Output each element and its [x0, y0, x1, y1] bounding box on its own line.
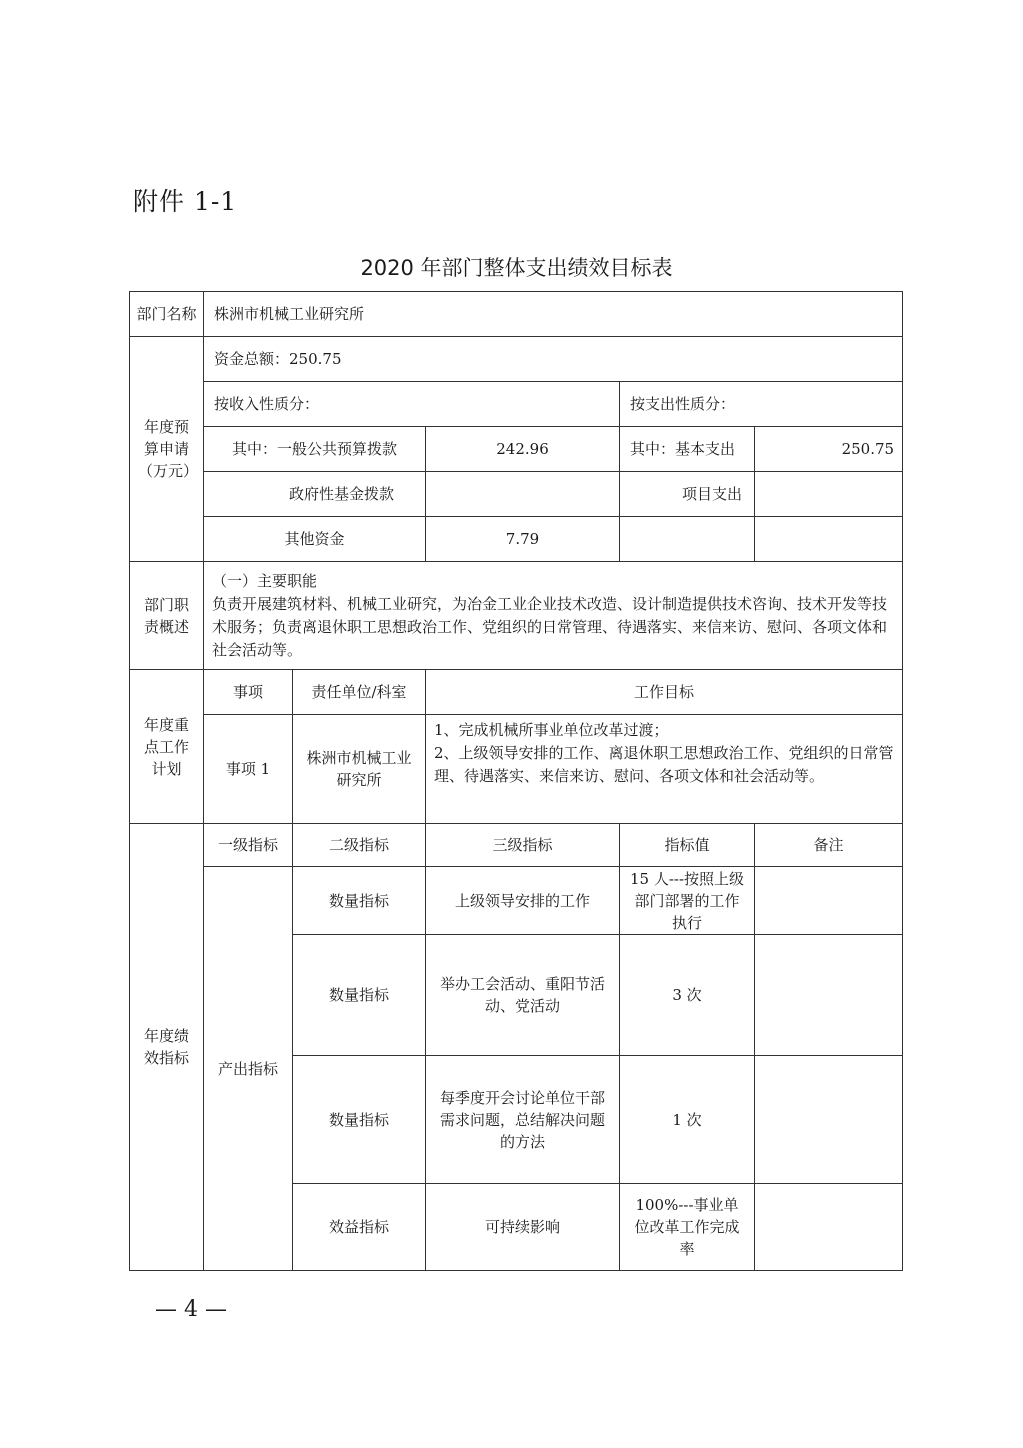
- dept-name-label: 部门名称: [130, 292, 204, 337]
- project-expense-value: [755, 472, 903, 517]
- indicator-level3: 举办工会活动、重阳节活动、党活动: [426, 935, 620, 1056]
- duties-cell: [204, 562, 903, 670]
- plan-goal-1: 1、完成机械所事业单位改革过渡；: [434, 721, 669, 739]
- indicator-value: 3 次: [620, 935, 755, 1056]
- plan-goal-2: 2、上级领导安排的工作、离退休职工思想政治工作、党组织的日常管理、待遇落实、来信来访、慰问、各项文体和社会活动等。: [434, 744, 894, 785]
- indicator-header-level3: 三级指标: [426, 824, 620, 867]
- plan-label: 年度重点工作计划: [130, 670, 204, 824]
- page-number: — 4 —: [155, 1297, 227, 1322]
- indicator-note: [755, 1184, 903, 1271]
- by-income-label: 按收入性质分：: [204, 382, 620, 427]
- indicator-level2: 数量指标: [293, 935, 426, 1056]
- indicator-level3: 可持续影响: [426, 1184, 620, 1271]
- indicator-header-note: 备注: [755, 824, 903, 867]
- duties-text: 负责开展建筑材料、机械工业研究，为冶金工业企业技术改造、设计制造提供技术咨询、技术开发等技术服务；负责离退休职工思想政治工作、党组织的日常管理、待遇落实、来信来访、慰问、各项文体和社会活动等。: [212, 594, 888, 659]
- budget-total: 资金总额：250.75: [204, 337, 903, 382]
- indicator-level3: 上级领导安排的工作: [426, 867, 620, 935]
- indicator-value: 1 次: [620, 1056, 755, 1184]
- general-budget-value: 242.96: [426, 427, 620, 472]
- duties-label: 部门职责概述: [130, 562, 204, 670]
- general-budget-label: 其中：一般公共预算拨款: [204, 427, 426, 472]
- budget-label: 年度预算申请（万元）: [130, 337, 204, 562]
- basic-expense-value: 250.75: [755, 427, 903, 472]
- empty-cell: [620, 517, 755, 562]
- indicator-level2: 数量指标: [293, 867, 426, 935]
- plan-header-unit: 责任单位/科室: [293, 670, 426, 715]
- indicator-note: [755, 867, 903, 935]
- attachment-label: 附件 1-1: [133, 187, 238, 216]
- indicator-row: [130, 867, 903, 935]
- duties-heading: （一）主要职能: [212, 571, 318, 590]
- basic-expense-label: 其中：基本支出: [620, 427, 755, 472]
- indicator-level2: 效益指标: [293, 1184, 426, 1271]
- other-fund-value: 7.79: [426, 517, 620, 562]
- page-title: 2020 年部门整体支出绩效目标表: [360, 256, 673, 280]
- by-expense-label: 按支出性质分：: [620, 382, 903, 427]
- plan-item: 事项 1: [204, 715, 293, 824]
- indicator-level3: 每季度开会讨论单位干部需求问题，总结解决问题的方法: [426, 1056, 620, 1184]
- indicator-value: 15 人---按照上级部门部署的工作执行: [620, 867, 755, 935]
- other-fund-label: 其他资金: [204, 517, 426, 562]
- indicator-header-level2: 二级指标: [293, 824, 426, 867]
- empty-cell: [755, 517, 903, 562]
- gov-fund-value: [426, 472, 620, 517]
- indicator-note: [755, 1056, 903, 1184]
- performance-target-table: [129, 291, 903, 1271]
- indicator-level1: 产出指标: [204, 867, 293, 1271]
- dept-name-value: 株洲市机械工业研究所: [204, 292, 903, 337]
- indicator-header-level1: 一级指标: [204, 824, 293, 867]
- plan-unit: 株洲市机械工业研究所: [293, 715, 426, 824]
- plan-goal: [426, 715, 903, 824]
- indicator-value: 100%---事业单位改革工作完成率: [620, 1184, 755, 1271]
- indicator-level2: 数量指标: [293, 1056, 426, 1184]
- indicator-note: [755, 935, 903, 1056]
- plan-header-goal: 工作目标: [426, 670, 903, 715]
- plan-header-item: 事项: [204, 670, 293, 715]
- gov-fund-label: 政府性基金拨款: [204, 472, 426, 517]
- project-expense-label: 项目支出: [620, 472, 755, 517]
- indicators-label: 年度绩效指标: [130, 824, 204, 1271]
- indicator-header-value: 指标值: [620, 824, 755, 867]
